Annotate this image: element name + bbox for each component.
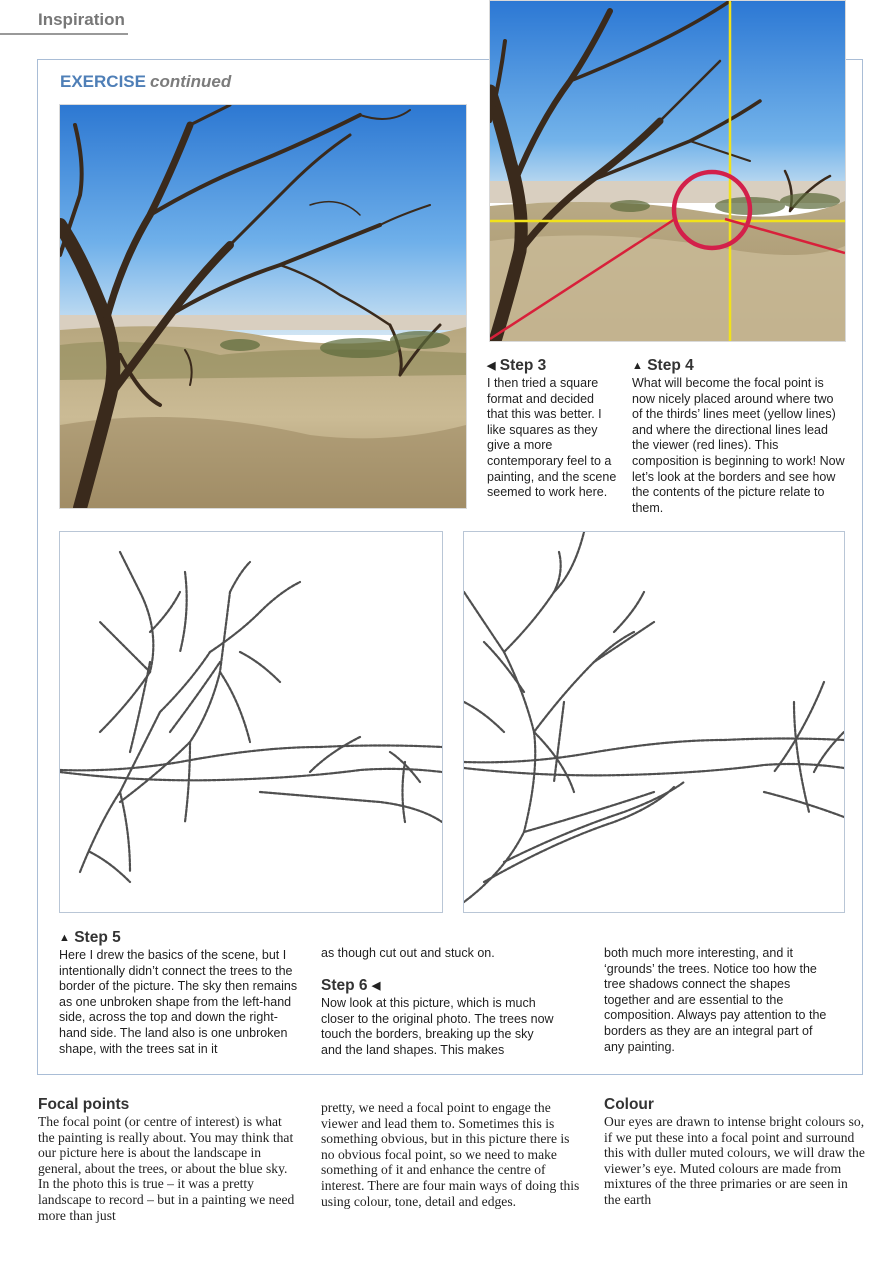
step-5-body-continued: as though cut out and stuck on. bbox=[321, 946, 495, 960]
step-6 bbox=[321, 977, 556, 1058]
left-triangle-icon: ◀ bbox=[487, 360, 496, 372]
colour-column bbox=[604, 1096, 866, 1208]
step-3 bbox=[487, 357, 617, 501]
step-5-title bbox=[59, 929, 304, 947]
step-3-body: I then tried a square format and decided that this was better. I like squares as they give a more contemporary feel to a painting, and the scene seemed to work here. bbox=[487, 376, 617, 500]
step-3-title bbox=[487, 357, 617, 375]
exercise-title bbox=[60, 72, 231, 92]
left-triangle-icon: ◀ bbox=[371, 980, 381, 992]
focal-points-heading: Focal points bbox=[38, 1096, 130, 1113]
step-5 bbox=[59, 929, 304, 1057]
step-3-title-text: Step 3 bbox=[499, 357, 547, 374]
exercise-continued: continued bbox=[149, 72, 232, 91]
up-triangle-icon: ▲ bbox=[59, 932, 70, 944]
step-6-title bbox=[321, 977, 556, 995]
sketch-unconnected bbox=[59, 531, 443, 913]
landscape-photo bbox=[59, 104, 467, 509]
step-6-body-continued: both much more interesting, and it ‘grounds’ the trees. Notice too how the tree shadows connect the shapes together and are essential to the composition. Always pay attention to the borders as they are an integral part of any painting. bbox=[604, 946, 827, 1054]
up-triangle-icon: ▲ bbox=[632, 360, 643, 372]
exercise-label: EXERCISE bbox=[60, 72, 146, 91]
colour-heading: Colour bbox=[604, 1096, 654, 1113]
section-heading: Inspiration bbox=[38, 10, 125, 29]
step-5-title-text: Step 5 bbox=[74, 929, 121, 946]
step-5-body: Here I drew the basics of the scene, but I intentionally didn’t connect the trees to the border of the picture. The sky then remains as one unbroken shape from the left-hand side, across the top and down the right-hand side. The land also is one unbroken shape, with the trees sat in it bbox=[59, 948, 298, 1056]
step-4 bbox=[632, 357, 847, 516]
step-6-title-text: Step 6 bbox=[321, 977, 368, 994]
step-4-body: What will become the focal point is now nicely placed around where two of the thirds’ lines meet (yellow lines) and where the directional lines lead the viewer (red lines). This composition is beginning to work! Now let’s look at the borders and see how the contents of the picture relate to them. bbox=[632, 376, 845, 515]
step-4-title-text: Step 4 bbox=[647, 357, 694, 374]
step-6-body: Now look at this picture, which is much closer to the original photo. The trees now touch the borders, breaking up the sky and the land shapes. This makes bbox=[321, 996, 554, 1057]
square-photo-with-guides bbox=[489, 0, 846, 342]
focal-points-text-1: The focal point (or centre of interest) is what the painting is really about. You may think that our picture here is about the landscape in general, about the trees, or about the blue sky. In the photo this is true – it was a pretty landscape to record – but in a painting we need more than just bbox=[38, 1114, 295, 1223]
focal-points-column bbox=[38, 1096, 300, 1223]
sketch-connected bbox=[463, 531, 845, 913]
step-4-title bbox=[632, 357, 847, 375]
colour-text: Our eyes are drawn to intense bright colours so, if we put these into a focal point and surround this with duller muted colours, we will draw the viewer’s eye. Muted colours are made from mixtures of the three primaries or are seen in the earth bbox=[604, 1114, 865, 1207]
section-rule bbox=[0, 33, 128, 35]
focal-points-text-2: pretty, we need a focal point to engage the viewer and lead them to. Sometimes this is something obvious, but in this picture there is no obvious focal point, so we need to make something of it and enhance the centre of interest. There are four main ways of doing this using colour, tone, detail and edges. bbox=[321, 1100, 580, 1209]
focal-points-column-2 bbox=[321, 1100, 583, 1209]
